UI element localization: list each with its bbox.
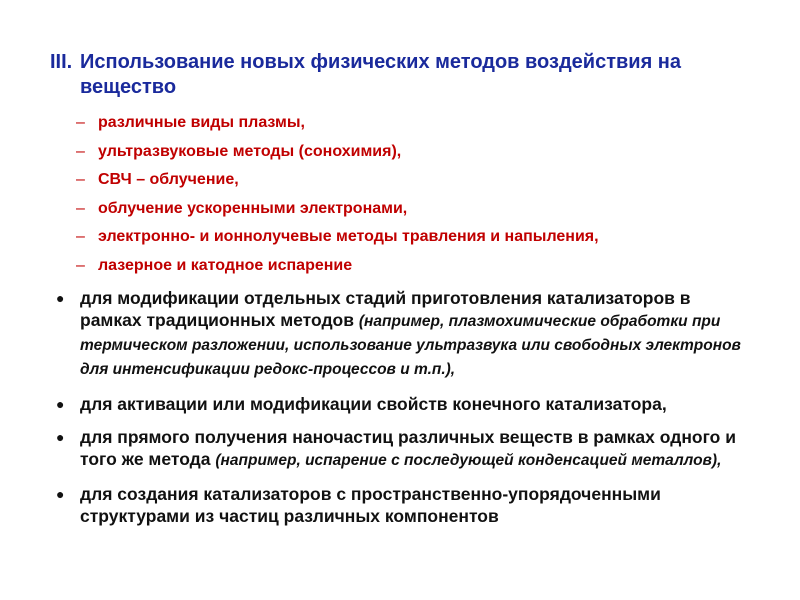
list-item: [76, 142, 756, 171]
bullet-icon: ●: [56, 290, 65, 306]
bullet-text: для создания катализаторов с пространственно-упорядоченными структурами из частиц различных компонентов: [80, 484, 661, 526]
list-item-text: электронно- и ионнолучевые методы травления и напыления,: [98, 228, 599, 246]
bullet-icon: ●: [56, 486, 65, 502]
dash-marker: –: [76, 114, 85, 131]
dash-marker: –: [76, 171, 85, 189]
physical-methods-list: [76, 113, 756, 285]
section-heading: [50, 50, 730, 100]
list-item-text: лазерное и катодное испарение: [98, 256, 353, 274]
bullet-item: [54, 287, 744, 381]
bullet-item: [54, 483, 744, 527]
list-item-text: СВЧ – облучение,: [98, 171, 239, 189]
list-item: [76, 170, 756, 199]
bullet-icon: ●: [56, 429, 65, 445]
list-item-text: облучение ускоренными электронами,: [98, 199, 408, 217]
list-item: [76, 227, 756, 256]
dash-marker: –: [76, 228, 85, 246]
applications-list: [54, 287, 744, 527]
bullet-text: для активации или модификации свойств конечного катализатора,: [80, 394, 667, 414]
list-item-text: ультразвуковые методы (сонохимия),: [98, 142, 402, 160]
dash-marker: –: [76, 199, 85, 217]
dash-marker: –: [76, 256, 85, 274]
bullet-text: для модификации отдельных стадий приготовления катализаторов в рамках традиционных методов: [80, 288, 691, 330]
bullet-item: [54, 393, 744, 415]
list-item-text: различные виды плазмы,: [98, 114, 305, 131]
bullet-item: [54, 426, 744, 472]
dash-marker: –: [76, 142, 85, 160]
bullet-example: (например, плазмохимические обработки при термическом разложении, использование ультразвука или свободных электронов для интенсификации редокс-процессов и т.п.),: [80, 313, 741, 378]
bullet-icon: ●: [56, 396, 65, 412]
bullet-text: для прямого получения наночастиц различных веществ в рамках одного и того же метода: [80, 427, 736, 469]
bullet-example: (например, испарение с последующей конденсацией металлов),: [215, 452, 722, 469]
list-item: [76, 256, 756, 285]
list-item: [76, 199, 756, 228]
section-title: Использование новых физических методов воздействия на вещество: [80, 51, 682, 98]
section-number: III.: [50, 51, 73, 73]
list-item: [76, 113, 756, 142]
